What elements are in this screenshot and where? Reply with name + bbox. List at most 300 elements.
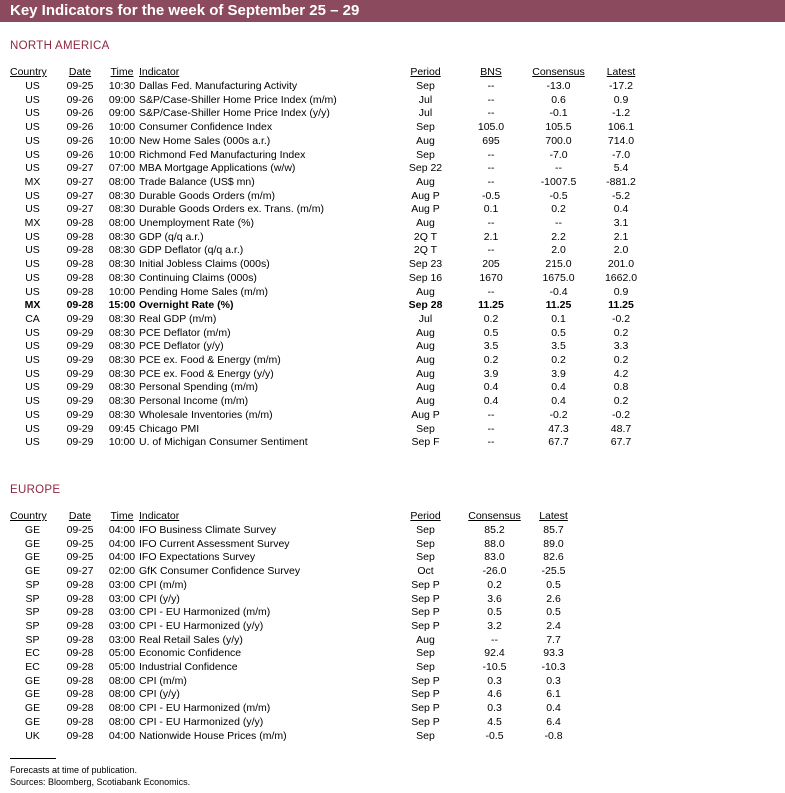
- cell-consensus: 0.1: [551, 312, 566, 325]
- cell-time: 07:00: [108, 162, 136, 175]
- cell-indicator: MBA Mortgage Applications (w/w): [139, 162, 296, 175]
- cell-consensus: 83.0: [484, 551, 505, 564]
- cell-latest: 0.9: [613, 93, 629, 106]
- table-row: [10, 80, 645, 94]
- cell-date: 09-27: [66, 162, 94, 175]
- cell-country: US: [25, 258, 40, 271]
- cell-bns: 205: [482, 258, 500, 271]
- cell-bns: 0.4: [483, 381, 499, 394]
- cell-indicator: PCE Deflator (y/y): [139, 340, 224, 353]
- cell-consensus: -0.2: [549, 408, 568, 421]
- cell-consensus: 0.5: [487, 606, 502, 619]
- cell-latest: 4.2: [613, 367, 629, 380]
- cell-latest: 0.4: [613, 203, 629, 216]
- section-heading-north-america: NORTH AMERICA: [10, 40, 110, 52]
- cell-date: 09-28: [66, 271, 94, 284]
- cell-indicator: CPI - EU Harmonized (y/y): [139, 715, 264, 728]
- cell-time: 08:30: [108, 395, 136, 408]
- section-heading-europe: EUROPE: [10, 484, 61, 496]
- cell-country: US: [25, 148, 40, 161]
- cell-time: 08:30: [108, 258, 136, 271]
- table-row: [10, 149, 645, 163]
- cell-time: 09:45: [108, 422, 136, 435]
- cell-country: US: [25, 134, 40, 147]
- cell-bns: 105.0: [477, 121, 505, 134]
- table-header-row: [10, 510, 580, 524]
- cell-latest: 85.7: [543, 524, 564, 536]
- table-row: [10, 162, 645, 176]
- cell-latest: -7.0: [611, 148, 631, 161]
- cell-latest: 0.9: [613, 285, 629, 298]
- cell-indicator: PCE Deflator (m/m): [139, 326, 231, 339]
- cell-date: 09-29: [66, 340, 94, 353]
- cell-consensus: -1007.5: [540, 175, 577, 188]
- cell-country: GE: [24, 537, 41, 550]
- table-row: [10, 217, 645, 231]
- table-row: [10, 381, 645, 395]
- table-row: [10, 203, 645, 217]
- header-time: Time: [110, 510, 134, 523]
- table-row: [10, 190, 645, 204]
- cell-indicator: Industrial Confidence: [139, 661, 238, 674]
- table-row: [10, 538, 580, 552]
- header-consensus: Consensus: [532, 66, 585, 79]
- table-row: [10, 327, 645, 341]
- cell-period: Sep: [416, 647, 435, 660]
- cell-bns: 1670: [479, 271, 503, 284]
- header-period: Period: [410, 66, 441, 79]
- cell-indicator: CPI - EU Harmonized (y/y): [139, 619, 264, 632]
- cell-consensus: -0.1: [549, 107, 568, 120]
- cell-indicator: S&P/Case-Shiller Home Price Index (y/y): [139, 107, 330, 120]
- cell-time: 08:00: [108, 674, 136, 687]
- cell-date: 09-28: [66, 285, 94, 298]
- header-indicator: Indicator: [139, 66, 180, 79]
- cell-date: 09-28: [66, 688, 94, 701]
- table-row: [10, 272, 645, 286]
- cell-bns: --: [487, 162, 495, 175]
- cell-time: 10:00: [108, 285, 136, 298]
- cell-country: US: [25, 340, 40, 353]
- cell-period: Sep P: [411, 592, 440, 605]
- cell-indicator: Chicago PMI: [139, 422, 200, 435]
- cell-indicator: Nationwide House Prices (m/m): [139, 729, 287, 742]
- cell-country: GE: [24, 702, 41, 715]
- cell-latest: -10.3: [541, 661, 566, 674]
- cell-time: 08:30: [108, 367, 136, 380]
- cell-time: 08:00: [108, 217, 136, 230]
- cell-latest: 11.25: [608, 299, 634, 312]
- table-row: [10, 647, 580, 661]
- cell-period: Sep P: [411, 674, 440, 687]
- cell-bns: 0.1: [483, 203, 499, 216]
- cell-indicator: Consumer Confidence Index: [139, 121, 273, 134]
- cell-period: Aug P: [411, 203, 440, 216]
- cell-indicator: Personal Spending (m/m): [139, 381, 259, 394]
- cell-time: 08:00: [108, 175, 136, 188]
- cell-date: 09-26: [66, 107, 94, 120]
- cell-consensus: 3.5: [551, 340, 566, 353]
- cell-latest: 0.2: [613, 395, 629, 408]
- cell-consensus: -0.5: [485, 729, 504, 742]
- cell-period: Sep P: [411, 578, 440, 591]
- cell-indicator: CPI (y/y): [139, 592, 180, 605]
- header-date: Date: [68, 66, 92, 79]
- cell-consensus: --: [491, 633, 498, 646]
- cell-latest: -1.2: [611, 107, 631, 120]
- cell-bns: --: [487, 422, 495, 435]
- cell-period: Sep: [416, 524, 435, 536]
- cell-country: US: [25, 285, 40, 298]
- cell-country: EC: [25, 661, 40, 674]
- cell-consensus: 88.0: [484, 537, 505, 550]
- cell-period: Oct: [417, 565, 434, 578]
- cell-time: 05:00: [108, 661, 136, 674]
- cell-country: US: [25, 367, 40, 380]
- cell-latest: 0.5: [546, 578, 561, 591]
- cell-consensus: -0.4: [549, 285, 568, 298]
- header-latest: Latest: [606, 66, 636, 79]
- cell-period: 2Q T: [413, 230, 438, 243]
- cell-consensus: 67.7: [548, 436, 569, 449]
- cell-period: Aug P: [411, 408, 440, 421]
- cell-country: SP: [25, 619, 40, 632]
- cell-period: Aug: [416, 367, 435, 380]
- cell-consensus: --: [555, 162, 562, 175]
- cell-latest: 6.4: [546, 715, 561, 728]
- cell-period: Jul: [418, 312, 433, 325]
- cell-date: 09-29: [66, 312, 94, 325]
- cell-latest: -0.2: [611, 312, 631, 325]
- cell-time: 10:00: [108, 148, 136, 161]
- cell-time: 04:00: [108, 524, 136, 536]
- cell-date: 09-28: [66, 578, 94, 591]
- cell-country: SP: [25, 606, 40, 619]
- cell-date: 09-28: [66, 258, 94, 271]
- cell-country: US: [25, 354, 40, 367]
- cell-bns: --: [487, 408, 495, 421]
- cell-date: 09-29: [66, 422, 94, 435]
- cell-time: 08:30: [108, 381, 136, 394]
- cell-period: Aug: [416, 354, 435, 367]
- cell-latest: 0.3: [546, 674, 561, 687]
- table-row: [10, 244, 645, 258]
- cell-country: US: [25, 230, 40, 243]
- table-row: [10, 606, 580, 620]
- cell-bns: --: [487, 436, 495, 449]
- cell-period: Sep P: [411, 619, 440, 632]
- cell-date: 09-27: [66, 565, 94, 578]
- cell-consensus: 2.2: [551, 230, 566, 243]
- cell-period: Aug: [416, 395, 435, 408]
- cell-time: 04:00: [108, 551, 136, 564]
- cell-latest: 3.1: [613, 217, 629, 230]
- cell-time: 08:30: [108, 244, 136, 257]
- table-row: [10, 121, 645, 135]
- cell-date: 09-28: [66, 606, 94, 619]
- cell-latest: 0.8: [613, 381, 629, 394]
- table-row: [10, 436, 645, 450]
- cell-latest: 0.5: [546, 606, 561, 619]
- cell-time: 10:30: [108, 80, 136, 92]
- cell-period: Aug: [416, 340, 435, 353]
- cell-indicator: CPI - EU Harmonized (m/m): [139, 606, 271, 619]
- cell-indicator: Continuing Claims (000s): [139, 271, 257, 284]
- cell-time: 03:00: [108, 606, 136, 619]
- cell-consensus: 4.6: [487, 688, 502, 701]
- cell-time: 10:00: [108, 134, 136, 147]
- table-row: [10, 661, 580, 675]
- cell-country: US: [25, 381, 40, 394]
- cell-latest: -0.8: [544, 729, 563, 742]
- cell-country: US: [25, 436, 40, 449]
- cell-time: 02:00: [108, 565, 136, 578]
- cell-indicator: PCE ex. Food & Energy (m/m): [139, 354, 281, 367]
- cell-bns: 0.5: [483, 326, 499, 339]
- cell-country: US: [25, 408, 40, 421]
- cell-period: Sep P: [411, 715, 440, 728]
- cell-latest: 3.3: [613, 340, 629, 353]
- cell-country: US: [25, 93, 40, 106]
- cell-consensus: 2.0: [551, 244, 566, 257]
- cell-latest: 89.0: [543, 537, 564, 550]
- header-time: Time: [110, 66, 134, 79]
- cell-country: US: [25, 271, 40, 284]
- header-indicator: Indicator: [139, 510, 180, 523]
- cell-bns: --: [487, 285, 495, 298]
- cell-indicator: Initial Jobless Claims (000s): [139, 258, 270, 271]
- cell-indicator: Overnight Rate (%): [139, 299, 234, 312]
- cell-bns: 11.25: [478, 299, 504, 312]
- cell-country: US: [25, 162, 40, 175]
- cell-indicator: Durable Goods Orders ex. Trans. (m/m): [139, 203, 324, 216]
- cell-period: Aug: [416, 134, 435, 147]
- cell-date: 09-28: [66, 633, 94, 646]
- cell-time: 09:00: [108, 107, 136, 120]
- cell-time: 04:00: [108, 537, 136, 550]
- cell-indicator: Unemployment Rate (%): [139, 217, 254, 230]
- cell-period: Jul: [418, 107, 433, 120]
- cell-period: Sep P: [411, 606, 440, 619]
- cell-indicator: Durable Goods Orders (m/m): [139, 189, 275, 202]
- table-row: [10, 135, 645, 149]
- cell-consensus: 0.2: [487, 578, 502, 591]
- cell-bns: -0.5: [481, 189, 501, 202]
- cell-consensus: 0.3: [487, 674, 502, 687]
- cell-date: 09-28: [66, 647, 94, 660]
- cell-consensus: -0.5: [549, 189, 568, 202]
- cell-consensus: 0.3: [487, 702, 502, 715]
- cell-indicator: Real GDP (m/m): [139, 312, 217, 325]
- cell-consensus: 11.25: [545, 299, 572, 312]
- cell-indicator: New Home Sales (000s a.r.): [139, 134, 271, 147]
- cell-latest: 2.4: [546, 619, 561, 632]
- cell-latest: 714.0: [607, 134, 635, 147]
- europe-table: [10, 510, 580, 743]
- cell-consensus: 85.2: [484, 524, 505, 536]
- cell-period: Aug: [416, 175, 435, 188]
- cell-latest: -17.2: [609, 80, 633, 92]
- cell-latest: 2.0: [613, 244, 629, 257]
- cell-country: EC: [25, 647, 40, 660]
- header-country: Country: [10, 510, 47, 523]
- table-row: [10, 313, 645, 327]
- cell-time: 10:00: [108, 121, 136, 134]
- cell-indicator: CPI - EU Harmonized (m/m): [139, 702, 271, 715]
- table-row: [10, 675, 580, 689]
- cell-country: US: [25, 244, 40, 257]
- cell-consensus: 0.4: [551, 395, 566, 408]
- cell-time: 08:30: [108, 271, 136, 284]
- cell-period: Sep F: [411, 436, 440, 449]
- cell-indicator: U. of Michigan Consumer Sentiment: [139, 436, 308, 449]
- cell-bns: 0.2: [483, 354, 499, 367]
- table-row: [10, 286, 645, 300]
- cell-date: 09-27: [66, 189, 94, 202]
- cell-country: US: [25, 121, 40, 134]
- cell-latest: -0.2: [611, 408, 631, 421]
- table-row: [10, 551, 580, 565]
- cell-country: GE: [24, 688, 41, 701]
- cell-time: 08:30: [108, 312, 136, 325]
- header-date: Date: [68, 510, 92, 523]
- cell-consensus: 105.5: [545, 121, 572, 134]
- cell-consensus: 700.0: [545, 134, 572, 147]
- table-row: [10, 299, 645, 313]
- cell-latest: 2.6: [546, 592, 561, 605]
- cell-latest: 106.1: [607, 121, 635, 134]
- cell-time: 03:00: [108, 592, 136, 605]
- cell-country: US: [25, 203, 40, 216]
- cell-country: US: [25, 189, 40, 202]
- cell-indicator: Richmond Fed Manufacturing Index: [139, 148, 306, 161]
- cell-time: 03:00: [108, 619, 136, 632]
- cell-latest: -5.2: [611, 189, 631, 202]
- cell-date: 09-29: [66, 367, 94, 380]
- cell-period: Sep P: [411, 688, 440, 701]
- cell-date: 09-28: [66, 715, 94, 728]
- cell-date: 09-28: [66, 299, 94, 312]
- cell-period: Sep 23: [408, 258, 443, 271]
- cell-indicator: IFO Business Climate Survey: [139, 524, 277, 536]
- cell-date: 09-28: [66, 592, 94, 605]
- cell-time: 08:00: [108, 715, 136, 728]
- table-row: [10, 354, 645, 368]
- cell-period: Sep 28: [408, 299, 443, 312]
- cell-latest: 2.1: [613, 230, 629, 243]
- cell-latest: -25.5: [541, 565, 566, 578]
- cell-latest: 0.2: [613, 326, 629, 339]
- cell-latest: 0.2: [613, 354, 629, 367]
- cell-date: 09-28: [66, 217, 94, 230]
- cell-indicator: Real Retail Sales (y/y): [139, 633, 243, 646]
- cell-bns: --: [487, 93, 495, 106]
- cell-latest: 7.7: [546, 633, 561, 646]
- cell-period: Sep P: [411, 702, 440, 715]
- cell-indicator: Trade Balance (US$ mn): [139, 175, 255, 188]
- table-row: [10, 579, 580, 593]
- cell-country: SP: [25, 578, 40, 591]
- cell-indicator: Wholesale Inventories (m/m): [139, 408, 273, 421]
- cell-indicator: GDP (q/q a.r.): [139, 230, 204, 243]
- cell-period: Sep: [416, 121, 435, 134]
- cell-indicator: Dallas Fed. Manufacturing Activity: [139, 80, 298, 92]
- cell-date: 09-29: [66, 395, 94, 408]
- table-row: [10, 107, 645, 121]
- cell-consensus: 215.0: [545, 258, 572, 271]
- cell-consensus: 1675.0: [542, 271, 575, 284]
- cell-time: 08:30: [108, 189, 136, 202]
- cell-latest: 0.4: [546, 702, 561, 715]
- cell-consensus: -13.0: [546, 80, 571, 92]
- table-row: [10, 593, 580, 607]
- cell-consensus: -7.0: [549, 148, 568, 161]
- table-header-row: [10, 66, 645, 80]
- cell-bns: 0.2: [483, 312, 499, 325]
- cell-latest: 82.6: [543, 551, 564, 564]
- cell-time: 08:00: [108, 688, 136, 701]
- cell-country: MX: [24, 175, 41, 188]
- cell-indicator: GDP Deflator (q/q a.r.): [139, 244, 244, 257]
- cell-time: 08:30: [108, 326, 136, 339]
- north-america-table: [10, 66, 645, 450]
- cell-latest: 48.7: [610, 422, 632, 435]
- cell-time: 08:30: [108, 354, 136, 367]
- cell-indicator: CPI (m/m): [139, 578, 187, 591]
- cell-date: 09-26: [66, 134, 94, 147]
- cell-time: 09:00: [108, 93, 136, 106]
- cell-country: US: [25, 422, 40, 435]
- cell-date: 09-28: [66, 244, 94, 257]
- cell-country: SP: [25, 633, 40, 646]
- cell-date: 09-29: [66, 326, 94, 339]
- cell-latest: 67.7: [610, 436, 632, 449]
- cell-indicator: GfK Consumer Confidence Survey: [139, 565, 301, 578]
- cell-country: CA: [25, 312, 40, 325]
- header-bns: BNS: [480, 66, 502, 79]
- header-period: Period: [410, 510, 441, 523]
- cell-date: 09-25: [66, 524, 94, 536]
- cell-time: 10:00: [108, 436, 136, 449]
- cell-consensus: -26.0: [482, 565, 507, 578]
- cell-consensus: 0.6: [551, 93, 566, 106]
- cell-country: SP: [25, 592, 40, 605]
- cell-bns: --: [487, 148, 495, 161]
- cell-consensus: 3.2: [487, 619, 502, 632]
- cell-period: Sep 16: [408, 271, 443, 284]
- table-row: [10, 409, 645, 423]
- table-row: [10, 231, 645, 245]
- cell-period: Aug: [416, 217, 435, 230]
- cell-indicator: IFO Current Assessment Survey: [139, 537, 290, 550]
- cell-date: 09-28: [66, 619, 94, 632]
- cell-period: Sep: [416, 422, 435, 435]
- cell-indicator: Economic Confidence: [139, 647, 242, 660]
- cell-consensus: 0.5: [551, 326, 566, 339]
- cell-date: 09-26: [66, 93, 94, 106]
- cell-consensus: 0.4: [551, 381, 566, 394]
- cell-indicator: PCE ex. Food & Energy (y/y): [139, 367, 274, 380]
- cell-country: US: [25, 80, 40, 92]
- cell-bns: 3.9: [483, 367, 499, 380]
- cell-consensus: 3.6: [487, 592, 502, 605]
- cell-latest: 5.4: [613, 162, 629, 175]
- cell-indicator: Pending Home Sales (m/m): [139, 285, 268, 298]
- table-row: [10, 634, 580, 648]
- cell-consensus: 92.4: [484, 647, 505, 660]
- cell-latest: -881.2: [606, 175, 636, 188]
- cell-latest: 1662.0: [604, 271, 638, 284]
